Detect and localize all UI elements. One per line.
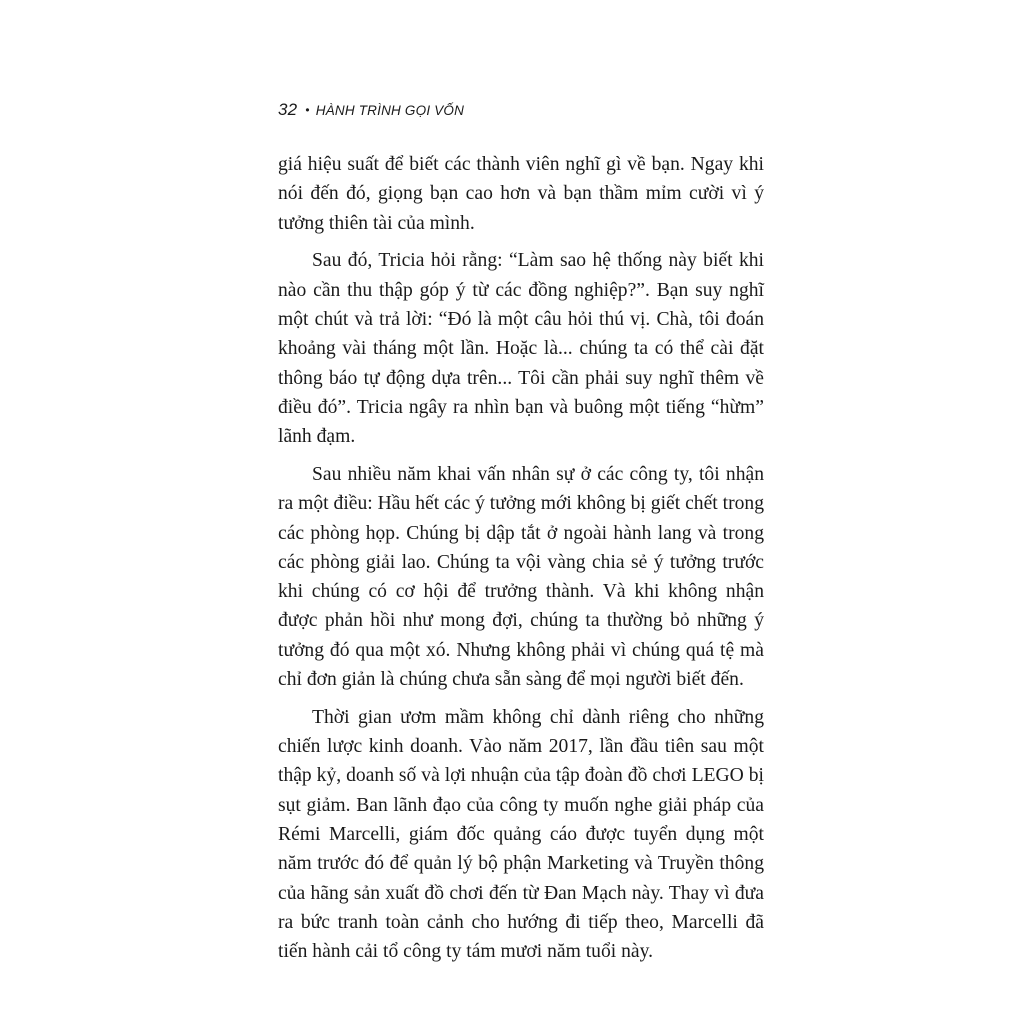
paragraph-3: Sau nhiều năm khai vấn nhân sự ở các công ty, tôi nhận ra một điều: Hầu hết các ý tưởng mới không bị giết chết trong các phòng họp. Chúng bị dập tắt ở ngoài hành lang và trong các phòng giải lao. Chúng ta vội vàng chia sẻ ý tưởng trước khi chúng có cơ hội để trưởng thành. Và khi không nhận được phản hồi như mong đợi, chúng ta thường bỏ những ý tưởng đó qua một xó. Nhưng không phải vì chúng quá tệ mà chỉ đơn giản là chúng chưa sẵn sàng để mọi người biết đến.: [278, 463, 764, 691]
paragraph-1: giá hiệu suất để biết các thành viên nghĩ gì về bạn. Ngay khi nói đến đó, giọng bạn cao hơn và bạn thầm mỉm cười vì ý tưởng thiên tài của mình.: [278, 154, 764, 234]
paragraph-2: Sau đó, Tricia hỏi rằng: “Làm sao hệ thống này biết khi nào cần thu thập góp ý từ các đồng nghiệp?”. Bạn suy nghĩ một chút và trả lời: “Đó là một câu hỏi thú vị. Chà, tôi đoán khoảng vài tháng một lần. Hoặc là... chúng ta có thể cài đặt thông báo tự động dựa trên... Tôi cần phải suy nghĩ thêm về điều đó”. Tricia ngây ra nhìn bạn và buông một tiếng “hừm” lãnh đạm.: [278, 250, 764, 448]
page-number: 32: [278, 100, 298, 119]
running-header: [278, 100, 464, 120]
running-title: HÀNH TRÌNH GỌI VỐN: [315, 103, 465, 118]
paragraph-4: Thời gian ươm mầm không chỉ dành riêng cho những chiến lược kinh doanh. Vào năm 2017, lần đầu tiên sau một thập kỷ, doanh số và lợi nhuận của tập đoàn đồ chơi LEGO bị sụt giảm. Ban lãnh đạo của công ty muốn nghe giải pháp của Rémi Marcelli, giám đốc quảng cáo được tuyển dụng một năm trước đó để quản lý bộ phận Marketing và Truyền thông của hãng sản xuất đồ chơi đến từ Đan Mạch này. Thay vì đưa ra bức tranh toàn cảnh cho hướng đi tiếp theo, Marcelli đã tiến hành cải tổ công ty tám mươi năm tuổi này.: [278, 706, 764, 963]
header-separator: •: [305, 103, 310, 117]
body-text: [278, 150, 764, 975]
